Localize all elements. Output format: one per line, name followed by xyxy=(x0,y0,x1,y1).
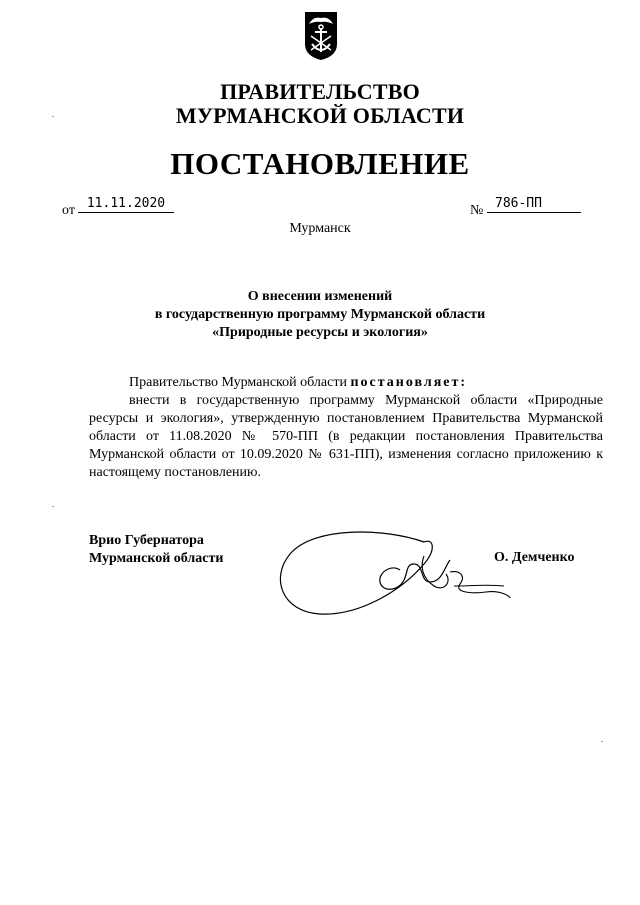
body-paragraph-2: внести в государственную программу Мурманской области «Природные ресурсы и экология», утвержденную постановлением Правительства Мурманской области от 11.08.2020 № 570-ПП (в редакции постановления Правительства Мурманской области от 10.09.2020 № 631-ПП), изменения согласно приложению к настоящему постановлению. xyxy=(89,393,603,480)
signatory-position-line-1: Врио Губернатора xyxy=(89,533,204,548)
signatory-position-line-2: Мурманской области xyxy=(89,551,224,566)
organization-line-2: МУРМАНСКОЙ ОБЛАСТИ xyxy=(175,103,465,128)
city: Мурманск xyxy=(289,221,351,236)
document-number: 786-ПП xyxy=(487,196,581,213)
date-prefix: от xyxy=(62,203,75,218)
handwritten-signature xyxy=(274,520,514,620)
signatory-name: О. Демченко xyxy=(494,550,575,565)
body-paragraph-1-text: Правительство Мурманской области xyxy=(129,375,351,390)
murmansk-coat-of-arms-icon xyxy=(303,10,339,62)
document-type: ПОСТАНОВЛЕНИЕ xyxy=(170,146,470,181)
subject-line-2: в государственную программу Мурманской области xyxy=(154,307,486,322)
document-date: 11.11.2020 xyxy=(78,196,174,213)
scan-mark xyxy=(52,116,54,117)
body-paragraph-1-emphasis: постановляет: xyxy=(350,375,468,390)
subject-line-3: «Природные ресурсы и экология» xyxy=(212,325,428,340)
scan-mark xyxy=(52,506,54,507)
document-subject xyxy=(0,288,640,342)
document-body xyxy=(89,374,603,482)
number-prefix: № xyxy=(470,203,484,218)
organization-line-1: ПРАВИТЕЛЬСТВО xyxy=(220,79,420,104)
organization-name xyxy=(0,80,640,128)
signatory-position xyxy=(89,532,223,568)
body-paragraph-1 xyxy=(89,374,603,392)
subject-line-1: О внесении изменений xyxy=(247,289,393,304)
scan-mark xyxy=(601,741,603,742)
